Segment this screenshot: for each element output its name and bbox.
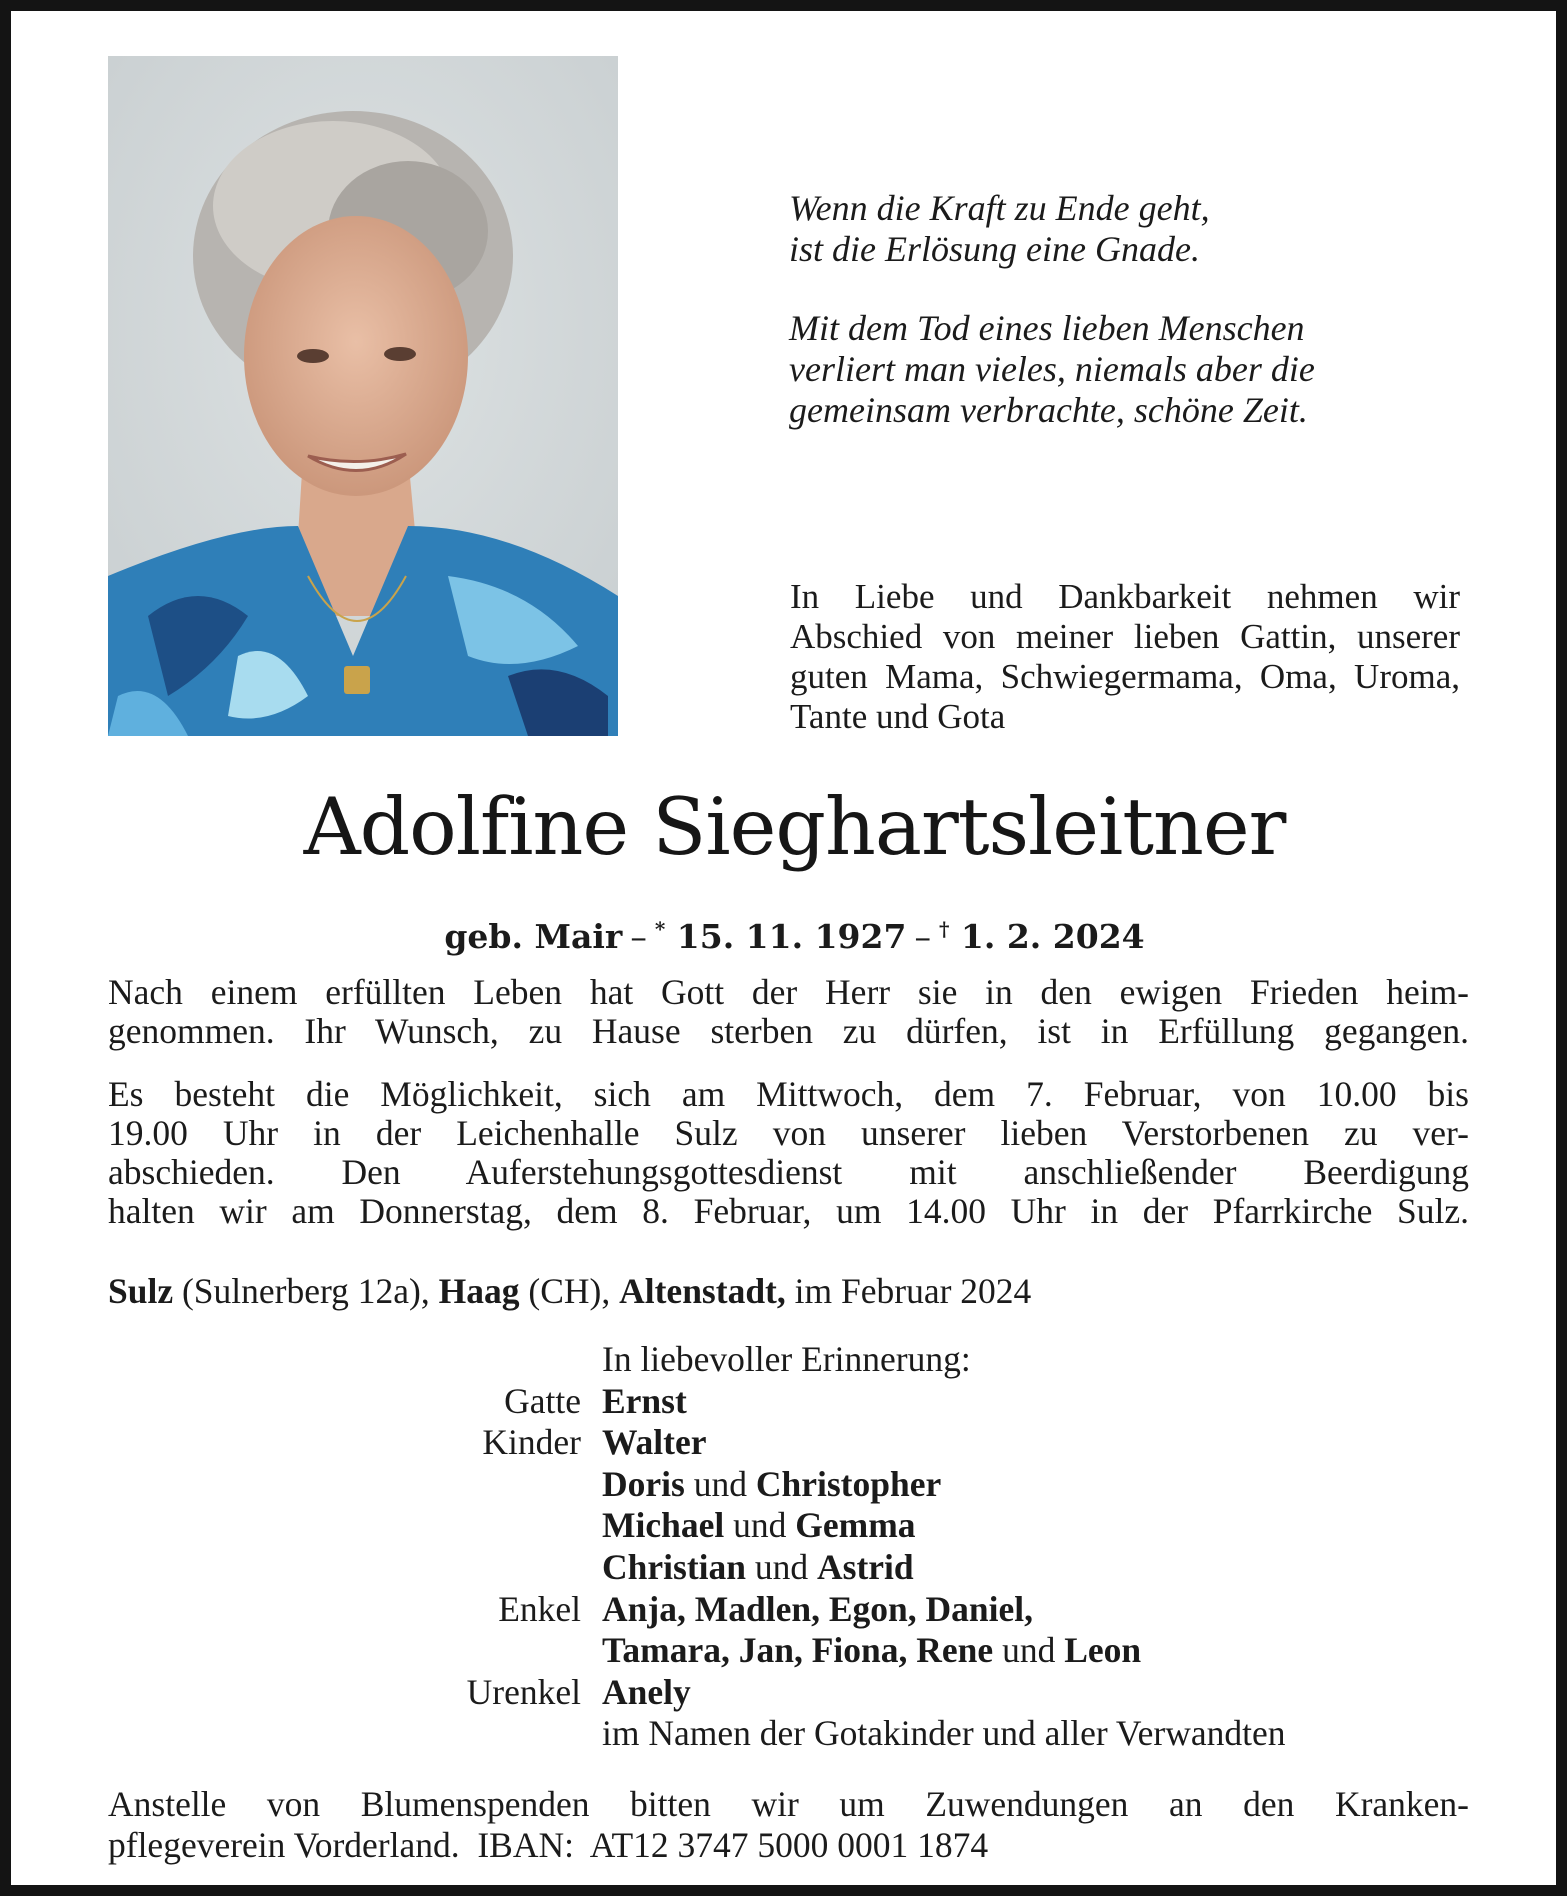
family-names: [602, 1422, 1469, 1464]
family-member: Anja, Madlen, Egon, Daniel,: [602, 1588, 1033, 1629]
text-line: Es besteht die Möglichkeit, sich am Mittwoch, dem 7. Februar, von 10.00 bis: [108, 1074, 1469, 1114]
family-names: [602, 1547, 1469, 1589]
poem: [789, 188, 1509, 469]
family-member: Christopher: [755, 1463, 942, 1504]
family-member: Christian: [602, 1546, 746, 1587]
family-row: [108, 1422, 1469, 1464]
donation-request: [108, 1784, 1469, 1866]
birth-name: geb. Mair: [444, 917, 623, 956]
place-detail: (Sulnerberg 12a),: [181, 1271, 430, 1311]
family-member: Michael: [602, 1505, 725, 1546]
paragraph-funeral: [108, 1075, 1469, 1231]
family-row: [108, 1381, 1469, 1423]
born-symbol: *: [654, 917, 666, 941]
text-line: pflegeverein Vorderland. IBAN: AT12 3747 5000 0001 1874: [108, 1825, 989, 1865]
conjunction: und: [1002, 1630, 1056, 1671]
life-dates: [11, 909, 1567, 957]
family-role: [108, 1505, 602, 1547]
family-role: [108, 1713, 602, 1755]
poem-line: ist die Erlösung eine Gnade.: [789, 229, 1200, 269]
deceased-name: Adolfine Sieghartsleitner: [303, 781, 1286, 873]
text-line: Anstelle von Blumenspenden bitten wir um Zuwendungen an den Kranken-: [108, 1784, 1469, 1824]
family-row: [108, 1672, 1469, 1714]
family-row: [108, 1630, 1469, 1672]
conjunction: und: [733, 1505, 787, 1546]
family-member: Astrid: [817, 1546, 914, 1587]
text-line: 19.00 Uhr in der Leichenhalle Sulz von unserer lieben Verstorbenen zu ver-: [108, 1113, 1469, 1153]
death-date: 1. 2. 2024: [960, 917, 1145, 956]
family-row: [108, 1339, 1469, 1381]
poem-line: Mit dem Tod eines lieben Menschen: [789, 308, 1305, 348]
place-name: Haag: [438, 1271, 520, 1311]
paragraph-life: [108, 973, 1469, 1051]
family-role: Gatte: [504, 1380, 581, 1421]
conjunction: und: [754, 1546, 809, 1587]
portrait-illustration: [108, 56, 618, 736]
notice-date: im Februar 2024: [794, 1271, 1032, 1311]
family-member: Doris: [602, 1463, 685, 1504]
birth-date: 15. 11. 1927: [676, 917, 907, 956]
place-detail: (CH),: [528, 1271, 611, 1311]
poem-line: Wenn die Kraft zu Ende geht,: [789, 188, 1210, 228]
family-names: [602, 1630, 1469, 1672]
family-role: [108, 1547, 602, 1589]
family-member: Tamara, Jan, Fiona, Rene: [602, 1630, 994, 1671]
family-member: Walter: [602, 1422, 707, 1463]
family-role: Kinder: [482, 1422, 581, 1463]
poem-line: verliert man vieles, niemals aber die: [789, 349, 1315, 389]
family-names: [602, 1589, 1469, 1631]
family-row: [108, 1713, 1469, 1755]
conjunction: und: [693, 1463, 747, 1504]
family-names: [602, 1505, 1469, 1547]
places-and-date: [108, 1271, 1469, 1311]
family-row: [108, 1547, 1469, 1589]
family-member: Gemma: [795, 1505, 916, 1546]
family-role: [108, 1630, 602, 1672]
family-row: [108, 1505, 1469, 1547]
family-member: Ernst: [602, 1380, 687, 1421]
family-row: [108, 1589, 1469, 1631]
place-name: Altenstadt,: [619, 1271, 786, 1311]
family-list: [108, 1339, 1469, 1755]
family-role: Enkel: [498, 1588, 581, 1629]
farewell-text: In Liebe und Dankbarkeit nehmen wir Abschied von meiner lieben Gattin, unserer guten Mama, Schwiegermama, Oma, Uroma, Tante und Gota: [790, 577, 1460, 736]
family-intro: In liebevoller Erinnerung:: [602, 1339, 971, 1379]
separator: –: [630, 917, 647, 956]
family-names: [602, 1672, 1469, 1714]
died-symbol: †: [938, 917, 950, 941]
family-role: Urenkel: [466, 1671, 581, 1712]
family-names: [602, 1464, 1469, 1506]
text-line: Nach einem erfüllten Leben hat Gott der Herr sie in den ewigen Frieden heim-: [108, 972, 1469, 1012]
poem-stanza-1: [789, 188, 1509, 270]
family-names: [602, 1381, 1469, 1423]
family-member: Anely: [602, 1671, 691, 1712]
family-role: [108, 1464, 602, 1506]
family-row: [108, 1464, 1469, 1506]
poem-line: gemeinsam verbrachte, schöne Zeit.: [789, 390, 1308, 430]
text-line: genommen. Ihr Wunsch, zu Hause sterben zu dürfen, ist in Erfüllung gegangen.: [108, 1011, 1469, 1051]
poem-stanza-2: [789, 308, 1509, 431]
text-line: halten wir am Donnerstag, dem 8. Februar, um 14.00 Uhr in der Pfarrkirche Sulz.: [108, 1191, 1469, 1231]
text-line: abschieden. Den Auferstehungsgottesdienst mit anschließender Beerdigung: [108, 1152, 1469, 1192]
portrait-photo: [108, 56, 618, 736]
family-member: Leon: [1064, 1630, 1142, 1671]
family-role: [108, 1339, 602, 1381]
separator: –: [914, 917, 931, 956]
place-name: Sulz: [108, 1271, 174, 1311]
family-closing: im Namen der Gotakinder und aller Verwandten: [602, 1713, 1286, 1754]
